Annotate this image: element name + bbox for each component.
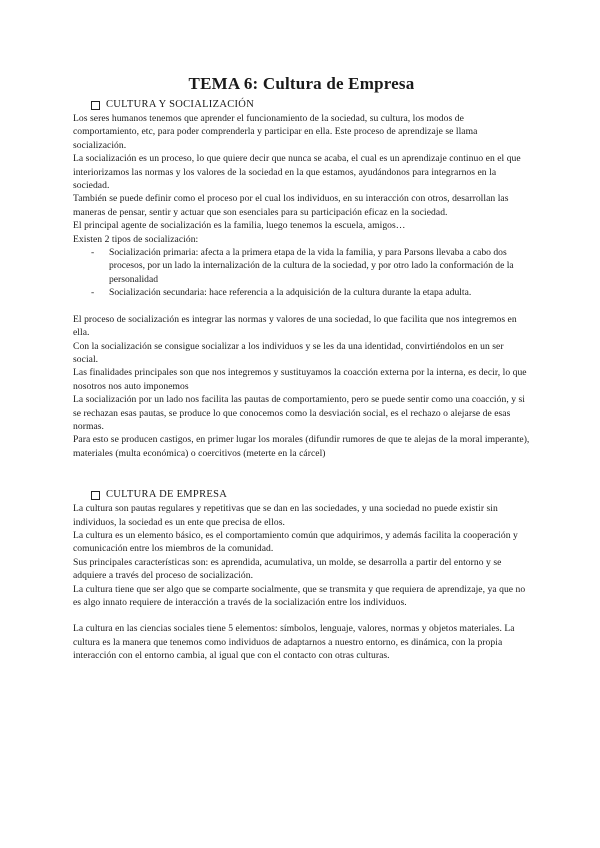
page-title: TEMA 6: Cultura de Empresa xyxy=(188,74,415,93)
paragraph: Las finalidades principales son que nos integremos y sustituyamos la coacción externa por la interna, es decir, lo que nosotros nos auto imponemos xyxy=(73,367,527,392)
dash-bullet-icon: - xyxy=(91,287,95,299)
paragraph: Sus principales características son: es aprendida, acumulativa, un molde, se desarrolla a partir del entorno y se adquiere a través del proceso de socialización. xyxy=(73,556,502,582)
paragraph: La socialización es un proceso, lo que quiere decir que nunca se acaba, el cual es un aprendizaje continuo en el que interiorizamos las normas y los valores de la sociedad en la que estamos, ayudándonos para integrarnos en la sociedad. xyxy=(73,153,521,192)
section-heading-text: CULTURA Y SOCIALIZACIÓN xyxy=(106,99,255,110)
checkbox-icon[interactable] xyxy=(91,491,100,500)
paragraph: El principal agente de socialización es la familia, luego tenemos la escuela, amigos… xyxy=(73,220,406,232)
paragraph: La socialización por un lado nos facilita las pautas de comportamiento, pero se puede sentir como una coacción, y si se rechazan esas pautas, se produce lo que conocemos como la desviación social, es el rechazo o alejarse de esas normas. xyxy=(73,394,526,432)
dash-bullet-icon: - xyxy=(91,247,95,259)
list-item-text: Socialización secundaria: hace referencia a la adquisición de la cultura durante la etapa adulta. xyxy=(109,287,472,299)
checkbox-icon[interactable] xyxy=(91,101,100,110)
paragraph: Con la socialización se consigue socializar a los individuos y se les da una identidad, convirtiéndolos en un ser social. xyxy=(73,340,504,365)
paragraph: Existen 2 tipos de socialización: xyxy=(73,233,199,245)
list-item-text: Socialización primaria: afecta a la primera etapa de la vida la familia, y para Parsons llevaba a cabo dos procesos, por un lado la internalización de la cultura de la sociedad, y por otro lado la conformación de la personalidad xyxy=(109,247,514,285)
paragraph: También se puede definir como el proceso por el cual los individuos, en su interacción con otros, desarrollan las maneras de pensar, sentir y actuar que son esenciales para su participación eficaz en la sociedad. xyxy=(73,193,509,218)
paragraph: Los seres humanos tenemos que aprender el funcionamiento de la sociedad, su cultura, los modos de comportamiento, etc, para poder comprenderla y participar en ella. Este proceso de aprendizaje se llama socialización. xyxy=(73,113,478,151)
paragraph: Para esto se producen castigos, en primer lugar los morales (difundir rumores de que te alejas de la moral imperante), materiales (multa económica) o coercitivos (meterte en la cárcel) xyxy=(73,434,530,459)
paragraph: La cultura son pautas regulares y repetitivas que se dan en las sociedades, y una sociedad no puede existir sin individuos, la sociedad es un ente que precisa de ellos. xyxy=(73,503,498,528)
list-item xyxy=(73,286,530,299)
section-heading-cultura-socializacion xyxy=(91,98,530,112)
socialization-types-list xyxy=(73,246,530,300)
paragraph: La cultura tiene que ser algo que se comparte socialmente, que se transmita y que requiera de aprendizaje, ya que no es algo innato requiere de interacción a través de la socialización entre los individuos. xyxy=(73,583,526,608)
list-item xyxy=(73,246,530,286)
paragraph: La cultura en las ciencias sociales tiene 5 elementos: símbolos, lenguaje, valores, normas y objetos materiales. La cultura es la manera que tenemos como individuos de adaptarnos a nuestro entorno, es dinámica, con la propia interacción con el entorno cambia, al igual que con el contacto con otras culturas. xyxy=(73,623,515,662)
section-heading-text: CULTURA DE EMPRESA xyxy=(106,489,228,501)
paragraph: El proceso de socialización es integrar las normas y valores de una sociedad, lo que facilita que nos integremos en ella. xyxy=(73,313,517,339)
section-heading-cultura-empresa xyxy=(91,488,530,502)
paragraph: La cultura es un elemento básico, es el comportamiento común que adquirimos, y además facilita la cooperación y comunicación entre los miembros de la comunidad. xyxy=(73,529,518,555)
